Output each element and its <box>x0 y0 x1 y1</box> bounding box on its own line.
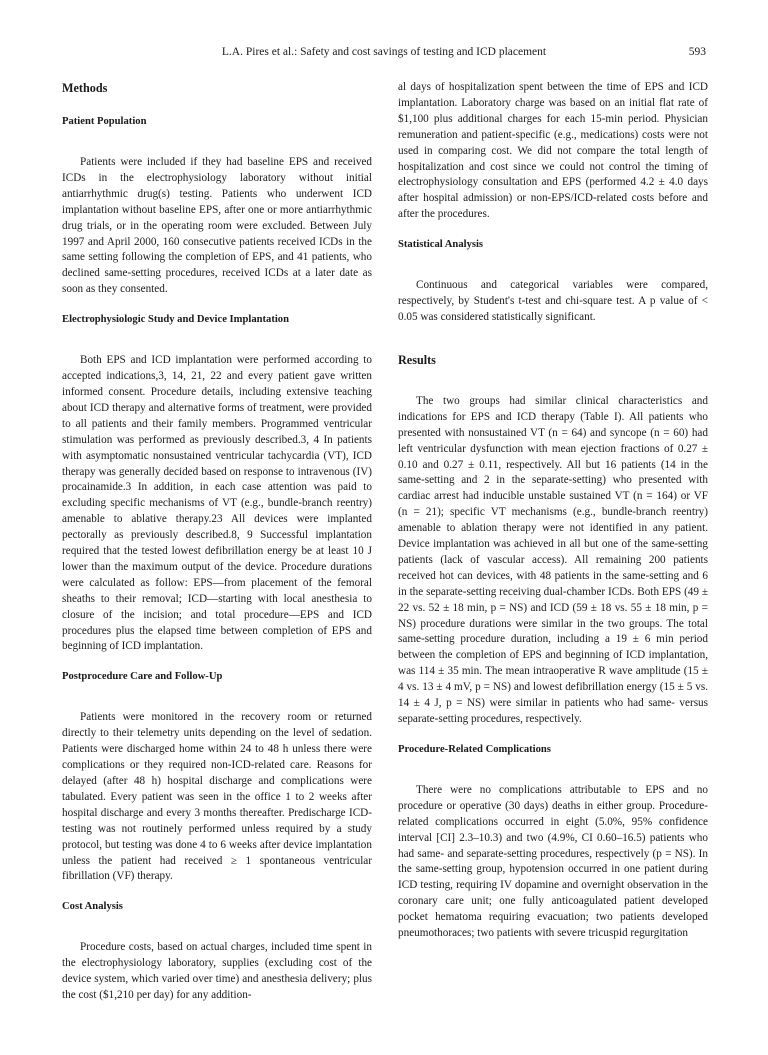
statistical-analysis-text: Continuous and categorical variables were compared, respectively, by Student's t-test and chi-square test. A p value of < 0.05 was considered statistically significant. <box>398 279 708 323</box>
page-number: 593 <box>688 46 706 58</box>
statistical-analysis-heading: Statistical Analysis <box>398 239 484 251</box>
cost-analysis-text: Procedure costs, based on actual charges, included time spent in the electrophysiology laboratory, supplies (excluding cost of the device system, which varied over time) and anesthesia delivery; plus the cost ($1,210 per day) for any addition- <box>62 941 372 1002</box>
eps-device-text: Both EPS and ICD implantation were performed according to accepted indications,3, 14, 21, 22 and every patient gave written informed consent. Procedure details, including extensive teaching about ICD therapy and alternative forms of treatment, were provided to all patients and their family members. Programmed ventricular stimulation was performed as previously described.3, 4 In patients with asymptomatic nonsustained ventricular tachycardia (VT), ICD therapy was generally decided based on response to intravenous (IV) procainamide.3 In addition, in each case attention was paid to excluding specific mechanisms of VT (e.g., bundle-branch reentry) amenable to ablative therapy.23 All devices were implanted pectorally as previously described.8, 9 Successful implantation required that the tested lowest defibrillation energy be at least 10 J lower than the maximum output of the device. Procedure durations were calculated as follow: EPS—from placement of the femoral sheaths to their removal; ICD—starting with local anesthesia to closure of the incision; and total procedure—EPS and ICD procedures plus the elapsed time between completion of EPS and beginning of ICD implantation. <box>62 354 372 653</box>
postprocedure-text: Patients were monitored in the recovery room or returned directly to their telemetry units depending on the level of sedation. Patients were discharged home within 24 to 48 h unless there were complications or they required non-ICD-related care. Reasons for delayed (after 48 h) hospital discharge and complications were tabulated. Every patient was seen in the office 1 to 2 weeks after hospital discharge and every 3 months thereafter. Predischarge ICD-testing was not routinely performed unless required by a study protocol, but testing was done 4 to 6 weeks after device implantation unless the patient had received ≥ 1 spontaneous ventricular fibrillation (VF) therapy. <box>62 711 372 883</box>
left-column <box>62 80 372 1004</box>
running-header <box>62 44 706 60</box>
postprocedure-heading: Postprocedure Care and Follow-Up <box>62 671 223 683</box>
results-heading: Results <box>398 352 436 367</box>
cost-analysis-heading: Cost Analysis <box>62 901 123 913</box>
complications-heading: Procedure-Related Complications <box>398 743 551 755</box>
cost-analysis-continued: al days of hospitalization spent between the time of EPS and ICD implantation. Laboratory charge was based on an initial flat rate of $1,100 plus additional charges for each 15-min period. Physician remuneration and patient-specific (e.g., medications) costs were not used in comparing cost. We did not compare the total length of hospitalization and cost since we could not control the timing of electrophysiology consultation and EPS (performed 4.2 ± 4.0 days after hospital admission) or non-EPS/ICD-related costs before and after the procedures. <box>398 81 708 221</box>
right-column <box>398 80 708 942</box>
running-head: L.A. Pires et al.: Safety and cost savings of testing and ICD placement <box>221 46 547 58</box>
patient-population-text: Patients were included if they had baseline EPS and received ICDs in the electrophysiology laboratory without initial antiarrhythmic drug(s) testing. Patients who underwent ICD implantation without baseline EPS, after one or more antiarrhythmic drug trials, or in the operating room were excluded. Between July 1997 and April 2000, 160 consecutive patients received ICDs in the same setting following the completion of EPS, and 41 patients, who declined same-setting procedures, received ICDs at a later date as soon as they consented. <box>62 156 372 296</box>
complications-text: There were no complications attributable to EPS and no procedure or operative (30 days) deaths in either group. Procedure-related complications occurred in eight (5.0%, 95% confidence interval [CI] 2.3–10.3) and two (4.9%, CI 0.60–16.5) patients who had same- and separate-setting procedures, respectively (p = NS). In the same-setting group, hypotension occurred in one patient during ICD testing, requiring IV dopamine and overnight observation in the coronary care unit; one fully anticoagulated patient developed pocket hematoma requiring evacuation; two patients developed pneumothoraces; two patients with severe tricuspid regurgitation <box>398 783 708 940</box>
methods-heading: Methods <box>62 81 108 95</box>
patient-population-heading: Patient Population <box>62 116 147 127</box>
eps-device-heading: Electrophysiologic Study and Device Implantation <box>62 314 289 326</box>
results-text: The two groups had similar clinical characteristics and indications for EPS and ICD therapy (Table I). All patients who presented with nonsustained VT (n = 64) and syncope (n = 60) had left ventricular dysfunction with mean ejection fractions of 0.27 ± 0.10 and 0.27 ± 0.11, respectively. All but 16 patients (14 in the same-setting and 2 in the separate-setting) who presented with cardiac arrest had inducible unstable sustained VT (n = 164) or VF (n = 21); specific VT mechanisms (e.g., bundle-branch reentry) amenable to ablation therapy were not identified in any patient. Device implantation was achieved in all but one of the same-setting patients (lack of vascular access). All remaining 200 patients received hot can devices, with 48 patients in the same-setting and 6 in the separate-setting receiving dual-chamber ICDs. Both EPS (49 ± 22 vs. 52 ± 18 min, p = NS) and ICD (59 ± 18 vs. 55 ± 18 min, p = NS) procedure durations were similar in the two groups. The total same-setting procedure duration, including a 19 ± 6 min period between the completion of EPS and beginning of ICD implantation, was 114 ± 35 min. The mean intraoperative R wave amplitude (15 ± 4 vs. 13 ± 4 mV, p = NS) and lowest defibrillation energy (15 ± 5 vs. 14 ± 4 J, p = NS) were similar in patients who had same- versus separate-setting procedures, respectively. <box>398 394 708 725</box>
